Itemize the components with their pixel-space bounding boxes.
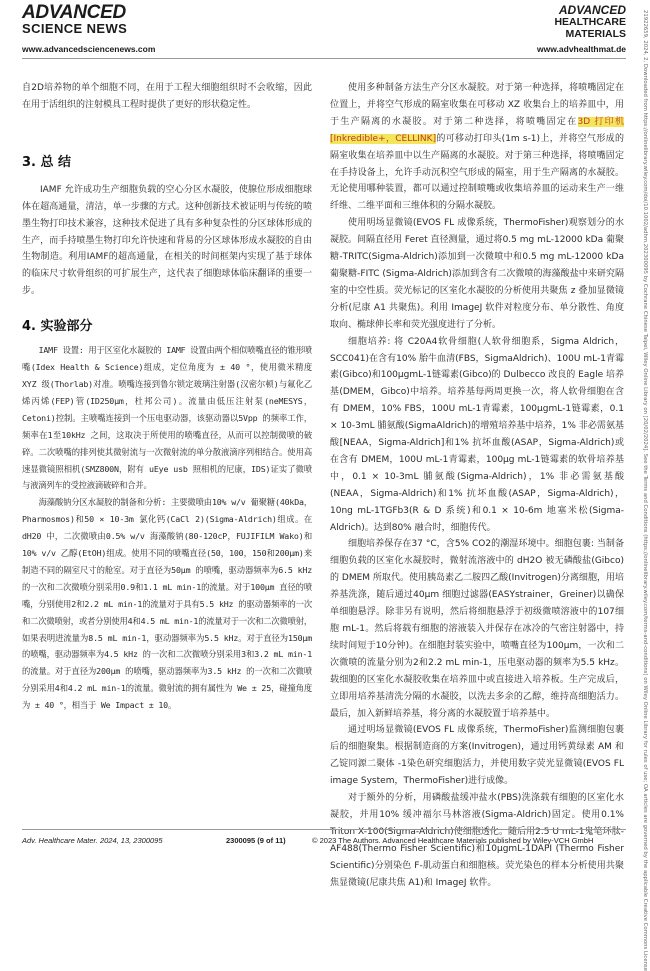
viability-paragraph: 通过明场显微镜(EVOS FL 成像系统，ThermoFisher)监测细胞包裹后的细胞聚集。根据制造商的方案(Invitrogen)，通过用钙黄绿素 AM 和乙锭同源二聚体 -1染色研究细胞活力，并使用数字荧光显微镜(EVOS FL image System，ThermoFisher)进行成像。 — [330, 725, 624, 787]
fabrication-text-b: 的可移动打印头(1m s-1)上，并将空气形成的隔室收集在培养皿中以生产隔离的水凝胶。对于第三种选择，将喷嘴固定在手持设备上，允许手动沉积空气形成的隔室，用于生产隔离的水凝胶。无论使用哪种装置，都可以通过控制喷嘴或收集培养皿的运动来生产一维纤维、二维平面和三维体积的分隔水凝胶。 — [330, 133, 624, 212]
publisher-logo — [22, 4, 127, 36]
highlighted-printer-text: 3D 打印机[Inkredible+，CELLINK] — [330, 116, 624, 144]
footer-page-number: 2300095 (9 of 11) — [226, 836, 286, 845]
section-heading-conclusion: 3. 总 结 — [22, 154, 72, 170]
cell-culture-paragraph: 细胞培养: 将 C20A4软骨细胞(人软骨细胞系，Sigma Aldrich，SCC041)在含有10% 胎牛血清(FBS，SigmaAldrich)、100U mL-1青霉素(Gibco)和100μgmL-1链霉素(Gibco)的 Dulbecco 改良的 Eagle 培养基(DMEM，Gibco)中培养。培养基每两周更换一次，将人软骨细胞在含有 DMEM，10% FBS，100U mL-1青霉素，100μgmL-1链霉素，0.1 × 10-3mL 脯氨酸(SigmaAldrich)的增殖培养基中培养，1% 非必需氨基酸[NEAA，Sigma-Aldrich]和1% 抗坏血酸(ASAP，Sigma-Aldrich)或在含有 DMEM，100U mL-1青霉素，100μg mL-1链霉素的软骨培养基中，0.1 × 10-3mL 脯氨酸(Sigma-Aldrich)，1% 非必需氨基酸(NEAA，Sigma-Aldrich)和1% 抗坏血酸(ASAP，Sigma-Aldrich)，10ng mL-1TGFb3(R & D 系统)和0.1 × 10-6m 地塞米松(Sigma-Aldrich)。达到80% 融合时，细胞传代。 — [330, 336, 624, 533]
download-sidebar — [638, 10, 648, 971]
header-divider — [22, 58, 626, 59]
publisher-url-link[interactable]: www.advancedsciencenews.com — [22, 44, 156, 54]
intro-paragraph: 自2D培养物的单个细胞不同，在用于工程大细胞组织时不会收缩，因此在用于活组织的注射模具工程时提供了更好的形状稳定性。 — [22, 83, 312, 110]
left-column — [22, 80, 312, 714]
section-heading-experimental: 4. 实验部分 — [22, 319, 93, 335]
encapsulation-paragraph: 细胞培养保存在37 °C，含5% CO2的潮湿环境中。细胞包裹: 当制备细胞负载的区室化水凝胶时，微射流溶液中的 dH2O 被无磷酸盐(Gibco)的 DMEM 所取代。使用胰岛素乙二胺四乙酸(Invitrogen)分离细胞，用培养基洗涤，随后通过40μm 细胞过滤器(EASYstrainer，Greiner)以确保单细胞悬浮。除非另有说明，然后将细胞悬浮于初级微喷溶液中的107细胞 mL-1。然后将载有细胞的溶液装入并保存在冰冷的气密注射器中，持续时间短于10分钟)。在细胞封装实验中，喷嘴直径为100μm，一次和二次微喷的流量分别为2和2.2 mL min-1，压电驱动器的频率为5.5 kHz。载细胞的区室化水凝胶收集在培养皿中或直接进入培养板。生产完成后，立即用培养基清洗分隔的水凝胶，以洗去多余的乙醇，维持高细胞活力。最后，加入新鲜培养基，将分离的水凝胶置于培养基中。 — [330, 539, 624, 719]
experimental-paragraph-setup: IAMF 设置: 用于区室化水凝胶的 IAMF 设置由两个相似喷嘴直径的锥形喷嘴(Idex Health & Science)组成，定位角度为 ± 40 °，使用微米精度 XYZ 级(Thorlab)对准。喷嘴连接到鲁尔锁定玻璃注射器(汉密尔顿)与氟化乙烯丙烯(FEP)管(ID250μm，杜邦公司)。流量由低压注射泵(neMESYS，Cetoni)控制。主喷嘴连接到一个压电驱动器，该驱动器以5Vpp 的频率工作，频率在1至10kHz 之间，这取决于所使用的喷嘴直径，从而可以控制微喷的破碎。二次喷嘴的排列使其微射流与一次微射流的单分散液滴序列相结合。使用高速显微镜照相机(SMZ800N，附有 uEye usb 照相机的尼康，IDS)证实了微喷与液滴列车的受控液滴破碎和合并。 — [22, 345, 312, 491]
fabrication-paragraph — [330, 80, 624, 215]
footer-divider — [22, 829, 626, 830]
journal-logo-line3: MATERIALS — [565, 28, 626, 40]
journal-url-link[interactable]: www.advhealthmat.de — [537, 44, 626, 54]
staining-paragraph: 对于额外的分析，用磷酸盐缓冲盐水(PBS)洗涤载有细胞的区室化水凝胶，并用10% 缓冲福尔马林溶液(Sigma-Aldrich)固定。使用0.1% Triton X-100(Sigma-Aldrich)使细胞透化。随后用2.5 U mL-1鬼笔环肽-AF488(Thermo Fisher Scientific)和10μgmL-1DAPI (Thermo Fisher Scientific)分别染色 F-肌动蛋白和细胞核。荧光染色的样本分析使用共聚焦显微镜(尼康共焦 A1)和 ImageJ 软件。 — [330, 793, 624, 888]
journal-logo-line2: HEALTHCARE — [554, 16, 626, 28]
journal-logo — [554, 4, 626, 40]
right-column — [330, 80, 624, 892]
footer-copyright: © 2023 The Authors. Advanced Healthcare Materials published by Wiley-VCH GmbH — [312, 836, 594, 845]
conclusion-paragraph: IAMF 允许成功生产细胞负载的空心分区水凝胶，使腺位形成细胞球体在超高通量，清洁，单一步骤的方式。这种创新技术被证明与传统的喷墨生物打印技术兼容，这种技术促进了具有多种复杂性的分区球体形成的生产，而手持喷墨生物打印允许快速和背易的分区球体形成水凝胶的自由生物制造。利用IAMF的超高通量，在相关的时间框架内实现了基于球体的临床尺寸软骨组织的可扩展生产，这代表了细胞球体临床翻译的重要一步。 — [22, 184, 312, 297]
imaging-paragraph: 使用明场显微镜(EVOS FL 成像系统，ThermoFisher)观察划分的水凝胶。间隔直径用 Feret 直径测量，通过将0.5 mg mL-12000 kDa 葡聚糖-TRITC(Sigma-Aldrich)添加到一次微喷中和0.5 mg mL-12000 kDa 葡聚糖-FITC (Sigma-Aldrich)添加到含有二次微喷的海藻酸盐中来研究隔室的中空性质。荧光标记的区室化水凝胶的分析使用共聚焦 z 叠加显微镜分析(尼康 A1 共聚焦)。利用 ImageJ 软件对粒度分布、单分散性、角度取向、椭球伸长率和荧光强度进行了分析。 — [330, 218, 624, 330]
fabrication-text-a: 使用多种制备方法生产分区水凝胶。对于第一种选择，将喷嘴固定在位置上，并将空气形成的隔室收集在可移动 XZ 收集台上的培养皿中，用于生产隔离的水凝胶。对于第二种选择，将喷嘴固定在 — [330, 83, 624, 127]
download-sidebar-text: 21922659, 2024, 2, Downloaded from https://onlinelibrary.wiley.com/doi/10.1002/adhm.202300095 by Cochrane Chinese Taipei, Wiley Online Library on [20/02/2024]. See the Terms and Conditions (https://onlinelibrary.wiley.com/terms-and-conditions) on Wiley Online Library for rules of use; OA articles are governed by the applicable Creative Commons License — [642, 10, 648, 971]
experimental-paragraph-alginate: 海藻酸钠分区水凝胶的制备和分析: 主要微喷由10% w/v 葡聚糖(40kDa，Pharmosmos)和50 × 10-3m 氯化钙(CaCl 2)(Sigma-Aldrich)组成。在 dH20 中，二次微喷由0.5% w/v 海藻酸钠(80-120cP，FUJIFILM Wako)和10% v/v 乙醇(EtOH)组成。使用不同的喷嘴直径(50，100，150和200μm)来制造不同的隔室尺寸的舱室。对于直径为50μm 的喷嘴，驱动器频率为6.5 kHz 的一次和二次微喷分别采用0.9和1.1 mL min-1的流量。对于100μm 直径的喷嘴，分别使用2和2.2 mL min-1的流量对于具有5.5 kHz 的驱动器频率的一次和二次微喷射，或者分别使用4和4.5 mL min-1的流量对于一次和二次微喷射，如果表明进流量为8.5 mL min-1，驱动器频率为5.5 kHz。对于直径为150μm 的喷嘴，驱动器频率为4.5 kHz 的一次和二次微喷分别采用3和3.2 mL min-1的流量。对于直径为200μm 的喷嘴，驱动器频率为3.5 kHz 的一次和二次微喷分别采用4和4.2 mL min-1的流量。微射流的拥有属性为 We ± 25，碰撞角度为 ± 40 °，相当于 We Impact ± 10。 — [22, 497, 312, 711]
publisher-logo-line1: ADVANCED — [22, 2, 126, 23]
publisher-logo-line2: SCIENCE NEWS — [22, 21, 128, 36]
footer-journal-citation: Adv. Healthcare Mater. 2024, 13, 2300095 — [22, 836, 163, 845]
journal-logo-line1: ADVANCED — [558, 3, 626, 17]
